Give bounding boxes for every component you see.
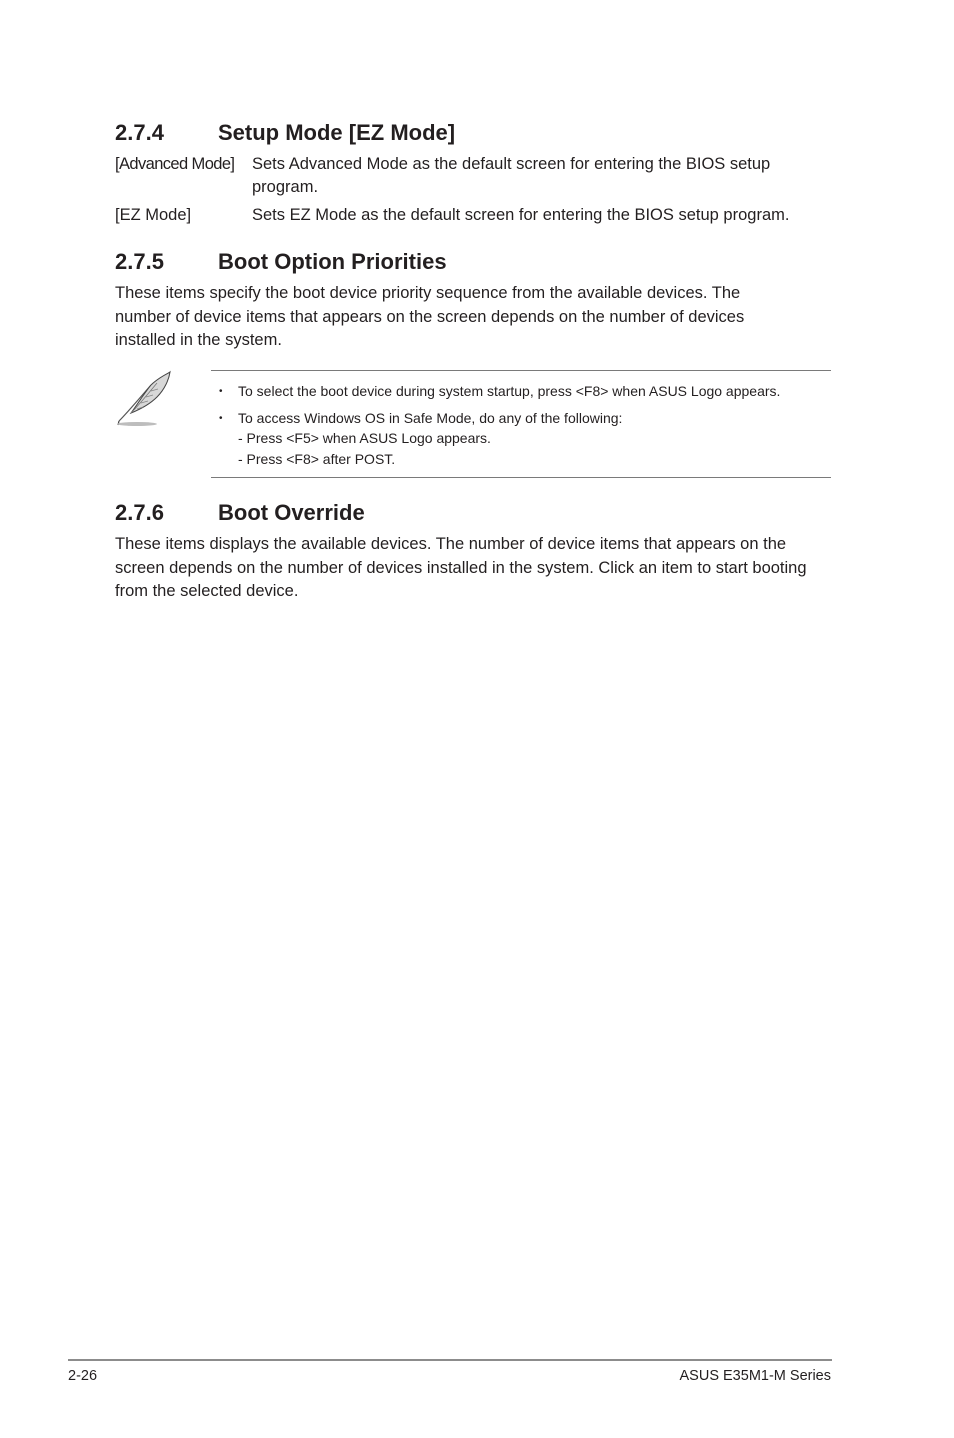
section-number: 2.7.5 [115,249,164,274]
section-title: Boot Option Priorities [218,249,447,274]
section-heading-setup-mode [115,120,455,146]
option-term-ez-mode: [EZ Mode] [115,206,192,224]
note-subitem: - Press <F5> when ASUS Logo appears. [238,430,491,446]
boot-option-priorities-paragraph: These items specify the boot device priority sequence from the available devices. The number of device items that appears on the screen depends on the number of devices installed in the system. [115,284,745,349]
option-desc-advanced-mode: Sets Advanced Mode as the default screen for entering the BIOS setup program. [252,155,771,196]
bullet-icon: • [219,386,223,397]
note-item-text: To select the boot device during system startup, press <F8> when ASUS Logo appears. [238,383,781,399]
option-desc-ez-mode: Sets EZ Mode as the default screen for entering the BIOS setup program. [252,206,790,224]
note-subitem: - Press <F8> after POST. [238,451,396,467]
section-title: Boot Override [218,500,365,525]
note-item-text: To access Windows OS in Safe Mode, do any of the following: [238,410,623,426]
section-number: 2.7.6 [115,500,164,525]
product-name: ASUS E35M1-M Series [679,1368,831,1384]
section-title: Setup Mode [EZ Mode] [218,120,456,145]
page-number: 2-26 [68,1368,98,1384]
boot-override-paragraph: These items displays the available devices. The number of device items that appears on the screen depends on the number of devices installed in the system. Click an item to start booting from the selected device. [115,535,807,600]
note-feather-icon [113,369,173,429]
section-heading-boot-option-priorities [115,249,447,275]
section-number: 2.7.4 [115,120,164,145]
footer-rule [68,1359,832,1361]
note-top-rule [211,370,831,371]
note-bottom-rule [211,477,831,478]
bullet-icon: • [219,413,223,424]
note-item [219,381,780,402]
option-term-advanced-mode: [Advanced Mode] [115,155,235,173]
note-item [219,408,622,429]
section-heading-boot-override [115,500,365,526]
